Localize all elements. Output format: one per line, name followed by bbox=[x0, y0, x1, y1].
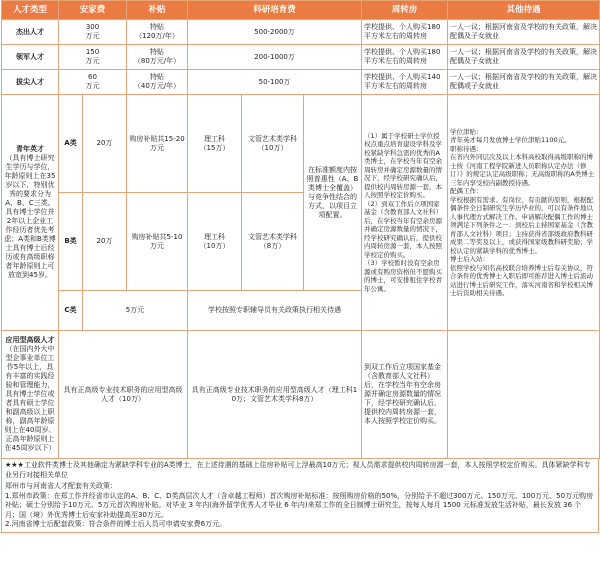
table-row bbox=[2, 331, 600, 459]
youth-desc: （具有博士研究生学历与学位，年龄原则上在35岁以下，特别优秀的要求分为A、B、C三类。具有博士学位并2年以上企业工作经历者优先考虑；A类和B类博士具有博士后经历或有高级职称者年龄原则上可放宽到45岁。 bbox=[4, 154, 56, 279]
table-row bbox=[2, 95, 600, 193]
table-row bbox=[2, 70, 600, 95]
table-row bbox=[2, 45, 600, 70]
row-other: 一人一议；根据河南省及学校的有关政策，解决配偶及子女就业 bbox=[448, 20, 600, 45]
youth-a-label: A类 bbox=[59, 95, 83, 193]
row-other: 一人一议；根据河南省及学校的有关政策，解决配偶及子女就业 bbox=[448, 45, 600, 70]
footer-notes bbox=[1, 459, 599, 533]
row-type: 拔尖人才 bbox=[2, 70, 59, 95]
table-header-row bbox=[2, 1, 600, 20]
footer-zz-title: 郑州市与河南省人才配套有关政策： bbox=[5, 482, 117, 490]
row-housing: 学校提供、个人购买140平方米左右的周转房 bbox=[362, 70, 448, 95]
youth-c-fee: 5万元 bbox=[83, 291, 188, 331]
row-other: 一人一议；根据河南省及学校的有关政策，解决配偶或子女就业 bbox=[448, 70, 600, 95]
youth-a-art: 文管艺术类学科（10万） bbox=[242, 95, 304, 193]
header-type: 人才类型 bbox=[2, 1, 59, 20]
footer-zz-2: 2.河南省博士后配套政策：符合条件的博士后人员可申请安家费6万元。 bbox=[5, 520, 227, 528]
youth-a-sci: 理工科 （15万） bbox=[188, 95, 242, 193]
applied-title: 应用型高级人才 bbox=[5, 336, 55, 344]
row-subsidy: 特贴 （80万元/年） bbox=[127, 45, 188, 70]
youth-type-cell bbox=[2, 95, 59, 331]
youth-other: 学位津贴： 青年英才每月发放博士学位津贴1100元。 职称待遇： 在省内外同层次及以上本科高校取得高级职称的博士按《河南工程学院新进人员职称认定办法（修订）》的规定认定高级职称；无高级职称的A类博士三年内享受校内副教授待遇。 配偶工作： 学校根据有需求、有岗位、有贡献的原则，根据配偶条件全日制研究生学历毕业的，可以有条件地以人事代理方式解决工作。申请解决配偶工作的博士须满足下列条件之一：到校后主持国家基金（含教育部人文社科）项目；主持获得省部级政府教科研成果二等奖及以上，或获得国家级教科研奖励；学校认定的紧缺学科的优秀博士。 博士后入站： 依照学校与知名高校联合培养博士后有关协议，符合条件的优秀博士入职后即可推荐进入博士后流动站进行博士后研究工作，落实河南省和学校相关博士后资助相关待遇。 bbox=[448, 95, 600, 331]
applied-housing: 到双工作后立项国家基金（含教育部人文社科）后，在学校当年有空余房源并确定房源数量的情况下，经学校研究确认后，提供校内周转房源一套，本人按照学校定价购买。 bbox=[362, 331, 448, 459]
row-housing: 学校提供、个人购买180平方米左右的周转房 bbox=[362, 20, 448, 45]
row-research: 500-2000万 bbox=[188, 20, 362, 45]
header-other: 其他待遇 bbox=[448, 1, 600, 20]
row-research: 200-1000万 bbox=[188, 45, 362, 70]
youth-b-fee: 20万 bbox=[83, 193, 127, 291]
row-type: 杰出人才 bbox=[2, 20, 59, 45]
applied-type-cell bbox=[2, 331, 59, 459]
youth-b-sci: 理工科 （10万） bbox=[188, 193, 242, 291]
header-housing: 周转房 bbox=[362, 1, 448, 20]
table-row bbox=[2, 20, 600, 45]
applied-allow: 具有正高级专业技术职务的应用型高级人才（理工科10万；文管艺术类学科8万） bbox=[188, 331, 362, 459]
header-fee: 安家费 bbox=[59, 1, 127, 20]
row-type: 领军人才 bbox=[2, 45, 59, 70]
header-research: 科研培育费 bbox=[188, 1, 362, 20]
row-fee: 60 万元 bbox=[59, 70, 127, 95]
youth-a-fee: 20万 bbox=[83, 95, 127, 193]
youth-housing: （1）属于学校研士学位授权点重点培育建设学科及学校紧缺学科急需的优秀的A类博士，在学校当年有空余周转房并确定房源数量的情况下，经学校研究确认后，提供校内周转房源一套，本人按照学校定价购买。 （2）到双工作后立项国家基金（含教育部人文社科）后，在学校当年有空余房源并确定房源数量的情况下，经学校研究确认后，提供校内周转房源一套，本人按照学校定价购买。 （3）学校暂时没有空余房源或有购房资格但不愿购买的博士，可安排租住学校青年公寓。 bbox=[362, 95, 448, 331]
youth-a-allow: 购房补贴共15-20万元 bbox=[127, 95, 188, 193]
row-fee: 150 万元 bbox=[59, 45, 127, 70]
youth-c-note: 学校按照专职辅导员有关政策执行相关待遇 bbox=[188, 291, 362, 331]
footer-zz-1: 1.郑州市政策：在郑工作并经省市认定的A、B、C、D类高层次人才（含卓越工程师）首次购房补贴标准：按照购房价格的50%，分别给予不超过300万元、150万元、100万元、50万元购房补贴；硕士分别给予10万元、5万元首次购房补贴。对毕业 3 年内(海外留学优秀人才毕业 6 年内)来郑工作的全日制博士研究生，按每人每月 1500 元标准发放生活补贴，最长发放 36 个月；国（境）外优秀博士后安家补助提高至30万元。 bbox=[5, 491, 594, 519]
talent-policy-table bbox=[1, 0, 600, 459]
youth-b-art: 文管艺术类学科（8万） bbox=[242, 193, 304, 291]
row-subsidy: 特贴 （40万元/年） bbox=[127, 70, 188, 95]
header-subsidy: 补贴 bbox=[127, 1, 188, 20]
row-housing: 学校提供、个人购买180平方米左右的周转房 bbox=[362, 45, 448, 70]
youth-ab-note: 在标准额度内按照普惠性（A、B类博士全覆盖）与竞争性结合的方式，以项目立项配置。 bbox=[304, 95, 362, 291]
applied-desc: （在国内外大中型企事业单位工作5年以上，具有丰富的实践经验和管理能力，具有博士学位或者具有硕士学位和副高级以上职称，副高年龄原则上在40周岁、正高年龄原则上在45周岁以下） bbox=[4, 345, 56, 452]
youth-b-allow: 购房补贴共5-10万元 bbox=[127, 193, 188, 291]
row-subsidy: 特贴 （120万/年） bbox=[127, 20, 188, 45]
row-research: 50-100万 bbox=[188, 70, 362, 95]
applied-fee: 具有正高级专业技术职务的应用型高级人才（10万） bbox=[59, 331, 188, 459]
applied-other bbox=[448, 331, 600, 459]
footer-note: ★★★工业软件类博士及其他确定为紧缺学科专业的A类博士，在上述待遇的基础上住房补贴可上浮最高10万元；视人员需求提供校内周转房源一套，本人按照学校定价购买。具体紧缺学科专业另行对接相关单位 bbox=[5, 461, 591, 479]
youth-b-label: B类 bbox=[59, 193, 83, 291]
youth-c-label: C类 bbox=[59, 291, 83, 331]
row-fee: 300 万元 bbox=[59, 20, 127, 45]
youth-title: 青年英才 bbox=[16, 145, 44, 153]
